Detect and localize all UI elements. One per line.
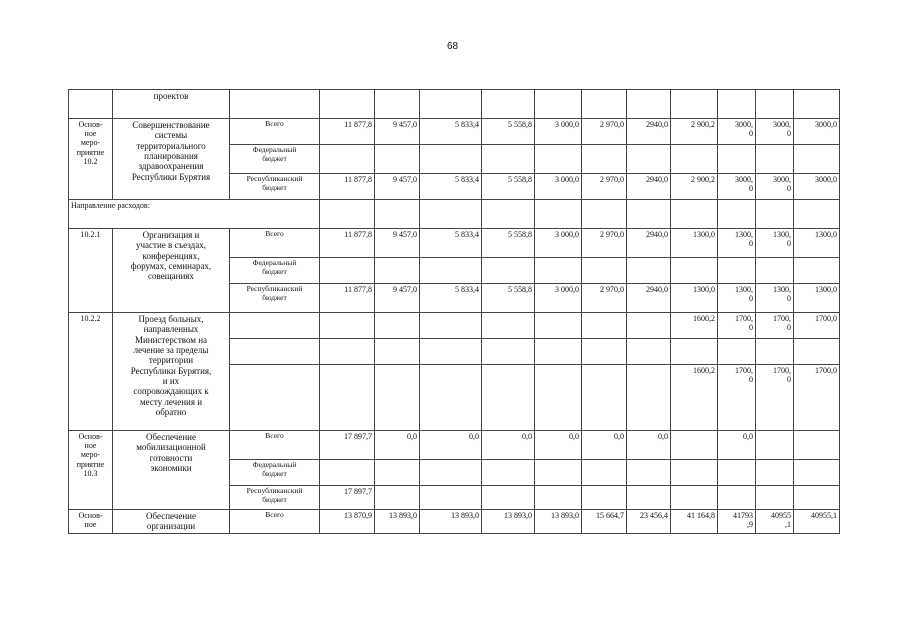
value-cell: 1300,0	[671, 284, 718, 313]
value-cell	[535, 258, 582, 284]
value-cell: 9 457,0	[375, 229, 420, 258]
funding-source: Всего	[230, 510, 320, 534]
value-cell	[375, 365, 420, 431]
value-cell: 5 558,8	[482, 229, 535, 258]
value-cell	[320, 258, 375, 284]
value-cell: 3000,0	[794, 119, 840, 145]
value-cell	[482, 90, 535, 119]
value-cell: 9 457,0	[375, 284, 420, 313]
page-number: 68	[446, 41, 459, 52]
value-cell	[627, 339, 671, 365]
value-cell: 2940,0	[627, 284, 671, 313]
funding-source: Республиканский бюджет	[230, 174, 320, 200]
value-cell: 0,0	[482, 431, 535, 460]
value-cell	[482, 460, 535, 486]
row-description: Совершенствование системы территориального планирования здравоохранения Республики Бурятия	[113, 119, 230, 200]
value-cell	[756, 339, 794, 365]
value-cell	[420, 460, 482, 486]
value-cell: 5 558,8	[482, 119, 535, 145]
value-cell	[482, 145, 535, 174]
value-cell: 17 897,7	[320, 431, 375, 460]
value-cell	[627, 258, 671, 284]
row-code	[69, 90, 113, 119]
value-cell	[582, 313, 627, 339]
funding-source	[230, 90, 320, 119]
value-cell	[627, 145, 671, 174]
value-cell: 3000, 0	[756, 174, 794, 200]
value-cell: 1700, 0	[756, 313, 794, 339]
value-cell: 9 457,0	[375, 119, 420, 145]
value-cell: 1700, 0	[718, 313, 756, 339]
value-cell: 1300,0	[794, 229, 840, 258]
value-cell: 2 970,0	[582, 174, 627, 200]
value-cell	[794, 258, 840, 284]
value-cell: 1300,0	[794, 284, 840, 313]
value-cell	[375, 90, 420, 119]
value-cell	[535, 339, 582, 365]
value-cell	[535, 486, 582, 510]
value-cell: 13 893,0	[375, 510, 420, 534]
value-cell	[320, 313, 375, 339]
value-cell: 40955,1	[794, 510, 840, 534]
value-cell: 9 457,0	[375, 174, 420, 200]
value-cell	[794, 460, 840, 486]
value-cell	[671, 486, 718, 510]
row-description: проектов	[113, 90, 230, 119]
funding-source: Всего	[230, 431, 320, 460]
value-cell: 13 893,0	[482, 510, 535, 534]
value-cell	[375, 145, 420, 174]
value-cell: 17 897,7	[320, 486, 375, 510]
value-cell	[794, 200, 840, 229]
value-cell	[375, 460, 420, 486]
funding-source	[230, 313, 320, 339]
value-cell: 11 877,8	[320, 229, 375, 258]
value-cell: 2940,0	[627, 119, 671, 145]
value-cell	[794, 431, 840, 460]
value-cell	[671, 460, 718, 486]
table-row	[69, 313, 840, 339]
funding-source: Федеральный бюджет	[230, 258, 320, 284]
value-cell: 5 833,4	[420, 229, 482, 258]
value-cell	[420, 258, 482, 284]
value-cell: 3000, 0	[756, 119, 794, 145]
value-cell	[375, 200, 420, 229]
value-cell	[671, 339, 718, 365]
funding-source	[230, 339, 320, 365]
value-cell	[718, 460, 756, 486]
funding-source: Республиканский бюджет	[230, 486, 320, 510]
value-cell: 3 000,0	[535, 119, 582, 145]
value-cell: 3 000,0	[535, 284, 582, 313]
value-cell: 41793 ,9	[718, 510, 756, 534]
table-row	[69, 90, 840, 119]
value-cell	[320, 365, 375, 431]
value-cell: 1700, 0	[756, 365, 794, 431]
table-row	[69, 431, 840, 460]
value-cell	[420, 365, 482, 431]
value-cell: 1700, 0	[718, 365, 756, 431]
value-cell	[794, 90, 840, 119]
table-row	[69, 229, 840, 258]
value-cell	[627, 460, 671, 486]
value-cell	[535, 200, 582, 229]
value-cell	[718, 145, 756, 174]
value-cell	[420, 339, 482, 365]
value-cell	[535, 313, 582, 339]
value-cell	[718, 200, 756, 229]
value-cell	[420, 145, 482, 174]
value-cell	[582, 145, 627, 174]
value-cell: 2 900,2	[671, 119, 718, 145]
value-cell: 2 970,0	[582, 119, 627, 145]
value-cell: 23 456,4	[627, 510, 671, 534]
value-cell	[671, 200, 718, 229]
value-cell: 1700,0	[794, 365, 840, 431]
value-cell: 13 893,0	[420, 510, 482, 534]
row-description: Обеспечение мобилизационной готовности экономики	[113, 431, 230, 510]
value-cell: 41 164,8	[671, 510, 718, 534]
value-cell	[375, 258, 420, 284]
value-cell: 0,0	[535, 431, 582, 460]
budget-table	[68, 89, 840, 534]
value-cell: 5 833,4	[420, 174, 482, 200]
row-code: Основ- ное меро- приятие 10.2	[69, 119, 113, 200]
value-cell: 40955 ,1	[756, 510, 794, 534]
value-cell: 5 558,8	[482, 174, 535, 200]
table-row	[69, 510, 840, 534]
value-cell	[756, 486, 794, 510]
value-cell: 3 000,0	[535, 174, 582, 200]
row-code: 10.2.1	[69, 229, 113, 313]
value-cell: 0,0	[718, 431, 756, 460]
value-cell	[320, 200, 375, 229]
value-cell	[420, 200, 482, 229]
value-cell	[582, 90, 627, 119]
value-cell	[671, 145, 718, 174]
value-cell: 11 877,8	[320, 284, 375, 313]
value-cell	[582, 365, 627, 431]
value-cell	[756, 200, 794, 229]
row-description: Проезд больных, направленных Министерством на лечение за пределы территории Республики Бурятия, и их сопровождающих к месту лечения и обратно	[113, 313, 230, 431]
value-cell: 15 664,7	[582, 510, 627, 534]
value-cell	[320, 145, 375, 174]
value-cell	[582, 258, 627, 284]
row-description: Организация и участие в съездах, конференциях, форумах, семинарах, совещаниях	[113, 229, 230, 313]
value-cell: 2 970,0	[582, 284, 627, 313]
value-cell	[482, 365, 535, 431]
value-cell: 2 970,0	[582, 229, 627, 258]
row-code: Основ- ное	[69, 510, 113, 534]
value-cell: 1600,2	[671, 313, 718, 339]
value-cell	[756, 90, 794, 119]
value-cell	[671, 90, 718, 119]
value-cell	[756, 431, 794, 460]
value-cell	[794, 486, 840, 510]
value-cell: 13 893,0	[535, 510, 582, 534]
value-cell	[482, 258, 535, 284]
value-cell: 5 558,8	[482, 284, 535, 313]
value-cell	[627, 365, 671, 431]
value-cell: 1300,0	[671, 229, 718, 258]
value-cell: 2940,0	[627, 174, 671, 200]
value-cell: 3000, 0	[718, 119, 756, 145]
funding-source	[230, 365, 320, 431]
value-cell	[535, 460, 582, 486]
value-cell	[671, 258, 718, 284]
value-cell	[794, 145, 840, 174]
funding-source: Федеральный бюджет	[230, 460, 320, 486]
value-cell	[482, 313, 535, 339]
value-cell	[756, 258, 794, 284]
value-cell	[535, 145, 582, 174]
value-cell	[718, 339, 756, 365]
table-row	[69, 119, 840, 145]
value-cell: 0,0	[420, 431, 482, 460]
value-cell	[582, 486, 627, 510]
value-cell	[627, 313, 671, 339]
value-cell: 5 833,4	[420, 284, 482, 313]
value-cell: 1600,2	[671, 365, 718, 431]
value-cell	[420, 90, 482, 119]
funding-source: Республиканский бюджет	[230, 284, 320, 313]
value-cell	[482, 200, 535, 229]
value-cell	[535, 365, 582, 431]
value-cell: 1300, 0	[718, 284, 756, 313]
value-cell	[320, 460, 375, 486]
value-cell	[582, 200, 627, 229]
value-cell	[671, 431, 718, 460]
value-cell	[718, 90, 756, 119]
value-cell: 2 900,2	[671, 174, 718, 200]
value-cell	[420, 486, 482, 510]
value-cell	[718, 258, 756, 284]
value-cell	[375, 339, 420, 365]
value-cell	[420, 313, 482, 339]
value-cell: 3 000,0	[535, 229, 582, 258]
value-cell: 5 833,4	[420, 119, 482, 145]
value-cell: 1700,0	[794, 313, 840, 339]
funding-source: Всего	[230, 229, 320, 258]
value-cell	[482, 339, 535, 365]
value-cell: 0,0	[375, 431, 420, 460]
value-cell	[375, 313, 420, 339]
value-cell	[756, 460, 794, 486]
value-cell: 1300, 0	[756, 284, 794, 313]
value-cell: 2940,0	[627, 229, 671, 258]
value-cell	[756, 145, 794, 174]
funding-source: Всего	[230, 119, 320, 145]
table-row	[69, 200, 840, 229]
value-cell	[627, 90, 671, 119]
value-cell: 11 877,8	[320, 119, 375, 145]
value-cell	[627, 486, 671, 510]
value-cell: 0,0	[582, 431, 627, 460]
value-cell: 1300, 0	[756, 229, 794, 258]
value-cell	[718, 486, 756, 510]
value-cell	[582, 339, 627, 365]
value-cell	[320, 90, 375, 119]
value-cell	[627, 200, 671, 229]
funding-source: Федеральный бюджет	[230, 145, 320, 174]
value-cell	[582, 460, 627, 486]
value-cell	[482, 486, 535, 510]
row-description: Обеспечение организации	[113, 510, 230, 534]
value-cell: 11 877,8	[320, 174, 375, 200]
value-cell: 0,0	[627, 431, 671, 460]
value-cell	[535, 90, 582, 119]
value-cell: 3000,0	[794, 174, 840, 200]
value-cell	[375, 486, 420, 510]
value-cell: 3000, 0	[718, 174, 756, 200]
direction-label: Направление расходов:	[69, 200, 320, 229]
row-code: 10.2.2	[69, 313, 113, 431]
value-cell	[794, 339, 840, 365]
value-cell: 1300, 0	[718, 229, 756, 258]
value-cell: 13 870,9	[320, 510, 375, 534]
value-cell	[320, 339, 375, 365]
row-code: Основ- ное меро- приятие 10.3	[69, 431, 113, 510]
